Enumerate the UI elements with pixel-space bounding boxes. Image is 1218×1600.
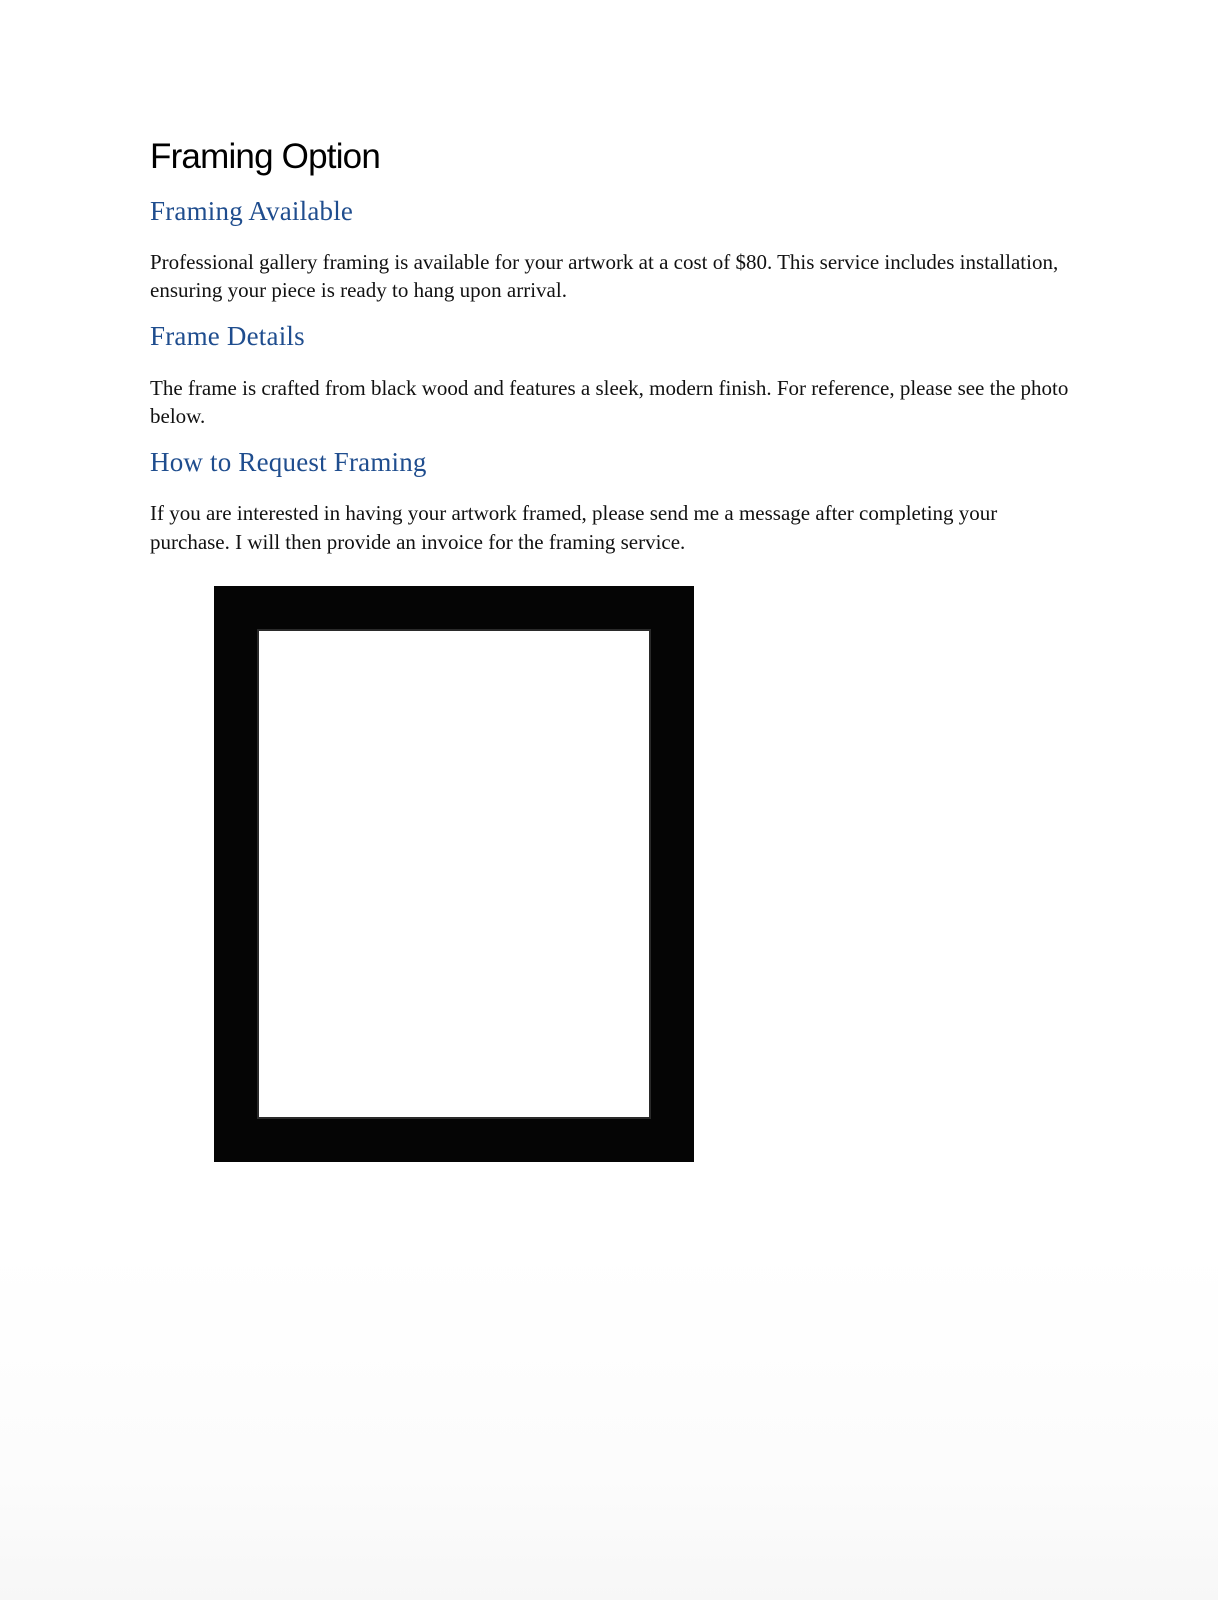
section-heading-frame-details: Frame Details [150, 321, 305, 352]
page-title: Framing Option [150, 137, 381, 176]
section-heading-request-framing: How to Request Framing [150, 447, 427, 478]
section-heading-framing-available: Framing Available [150, 195, 354, 226]
document-content [150, 138, 1080, 574]
frame-photo [214, 586, 694, 1162]
black-frame-image [214, 586, 694, 1162]
section-text-request-framing: If you are interested in having your artwork framed, please send me a message after completing your purchase. I will then provide an invoice for the framing service. [150, 501, 998, 554]
section-text-frame-details: The frame is crafted from black wood and features a sleek, modern finish. For reference, please see the photo below. [150, 375, 1069, 428]
section-text-framing-available: Professional gallery framing is available for your artwork at a cost of $80. This service includes installation, ensuring your piece is ready to hang upon arrival. [150, 249, 1059, 302]
